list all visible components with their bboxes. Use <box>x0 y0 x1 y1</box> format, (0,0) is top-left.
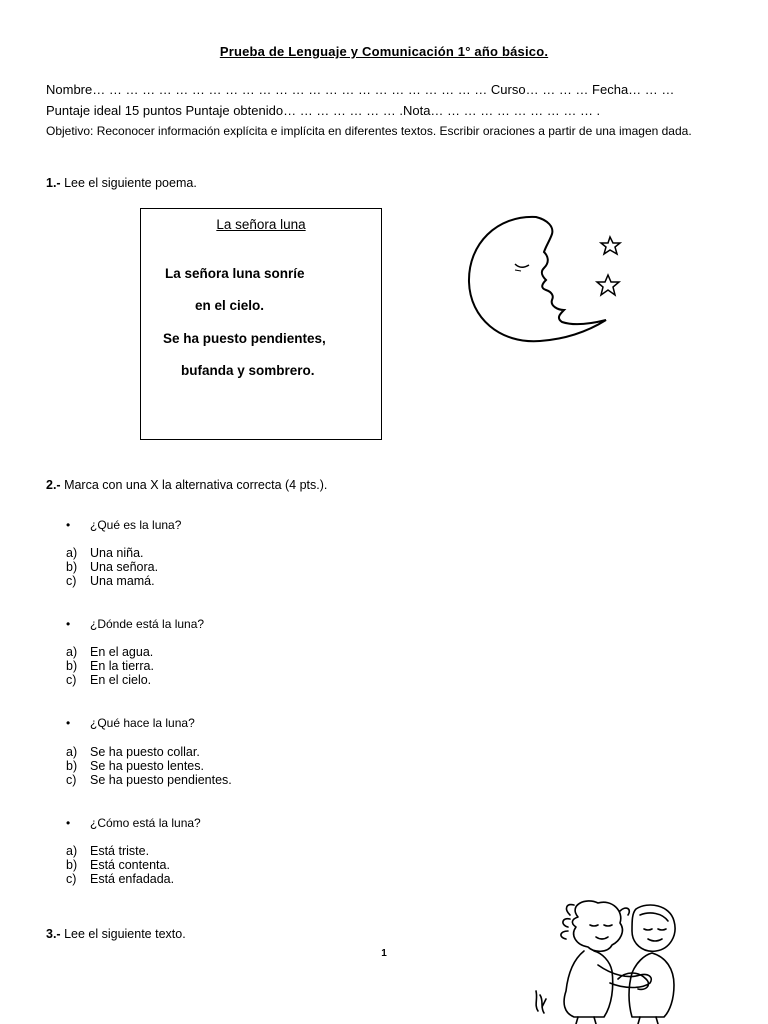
page-number: 1 <box>381 948 387 959</box>
poem-box <box>140 208 382 440</box>
option-letter: c) <box>66 673 77 687</box>
option-text: Una señora. <box>90 560 159 574</box>
question-text: ¿Dónde está la luna? <box>90 617 205 631</box>
option[interactable] <box>66 844 174 858</box>
score-line: Puntaje ideal 15 puntos Puntaje obtenido… … … … … … … .Nota… … … … … … … … … … . <box>46 103 601 118</box>
option-text: En el cielo. <box>90 673 152 687</box>
poem-line: bufanda y sombrero. <box>181 363 315 378</box>
question <box>66 716 195 730</box>
option[interactable] <box>66 659 154 673</box>
option-list <box>66 844 174 886</box>
crescent-moon-with-stars-icon <box>462 210 630 348</box>
poem-line: Se ha puesto pendientes, <box>163 331 326 346</box>
option-letter: b) <box>66 858 78 872</box>
option-letter: a) <box>66 546 78 560</box>
section-2-number: 2.- <box>46 478 61 492</box>
option-letter: c) <box>66 872 77 886</box>
section-2-heading <box>46 478 327 492</box>
option[interactable] <box>66 773 232 787</box>
question <box>66 518 181 532</box>
option[interactable] <box>66 872 174 886</box>
option-letter: c) <box>66 773 77 787</box>
option[interactable] <box>66 546 158 560</box>
option-letter: b) <box>66 560 78 574</box>
name-course-date-line: Nombre… … … … … … … … … … … … … … … … … … … … … … … … Curso… … … … Fecha… … … <box>46 82 675 97</box>
page-title: Prueba de Lenguaje y Comunicación 1° año básico. <box>219 44 549 59</box>
bullet-icon: • <box>66 816 71 830</box>
question-text: ¿Qué es la luna? <box>90 518 182 532</box>
option[interactable] <box>66 673 154 687</box>
section-3-text: Lee el siguiente texto. <box>60 927 186 941</box>
option-list <box>66 645 154 687</box>
option-letter: b) <box>66 659 78 673</box>
option[interactable] <box>66 759 232 773</box>
option-letter: c) <box>66 574 77 588</box>
option-letter: b) <box>66 759 78 773</box>
poem-line: en el cielo. <box>195 298 265 313</box>
option-letter: a) <box>66 745 78 759</box>
question <box>66 816 201 830</box>
option-text: Está enfadada. <box>90 872 175 886</box>
option[interactable] <box>66 858 174 872</box>
section-2-text: Marca con una X la alternativa correcta (4 pts.). <box>60 478 328 492</box>
option[interactable] <box>66 645 154 659</box>
option-list <box>66 745 232 787</box>
section-3-heading <box>46 927 186 941</box>
option-letter: a) <box>66 844 78 858</box>
option-text: En la tierra. <box>90 659 154 673</box>
section-1-heading <box>46 176 197 190</box>
bullet-icon: • <box>66 716 71 730</box>
bullet-icon: • <box>66 617 71 631</box>
poem-line: La señora luna sonríe <box>165 266 305 281</box>
section-3-number: 3.- <box>46 927 61 941</box>
option-text: Está triste. <box>90 844 150 858</box>
objective-text: Objetivo: Reconocer información explícita e implícita en diferentes textos. Escribir oraciones a partir de una imagen dada. <box>46 124 692 138</box>
section-1-text: Lee el siguiente poema. <box>60 176 197 190</box>
poem-title: La señora luna <box>216 217 306 232</box>
question-text: ¿Qué hace la luna? <box>90 716 195 730</box>
bullet-icon: • <box>66 518 71 532</box>
option-text: Se ha puesto collar. <box>90 745 200 759</box>
option-text: Una niña. <box>90 546 144 560</box>
option-text: Está contenta. <box>90 858 170 872</box>
option-text: Se ha puesto pendientes. <box>90 773 232 787</box>
option-text: Una mamá. <box>90 574 155 588</box>
option-text: En el agua. <box>90 645 154 659</box>
section-1-number: 1.- <box>46 176 61 190</box>
option-text: Se ha puesto lentes. <box>90 759 204 773</box>
option[interactable] <box>66 574 158 588</box>
option[interactable] <box>66 560 158 574</box>
option[interactable] <box>66 745 232 759</box>
question <box>66 617 204 631</box>
two-children-hugging-illustration <box>528 895 698 1024</box>
option-list <box>66 546 158 588</box>
option-letter: a) <box>66 645 78 659</box>
question-text: ¿Cómo está la luna? <box>90 816 201 830</box>
